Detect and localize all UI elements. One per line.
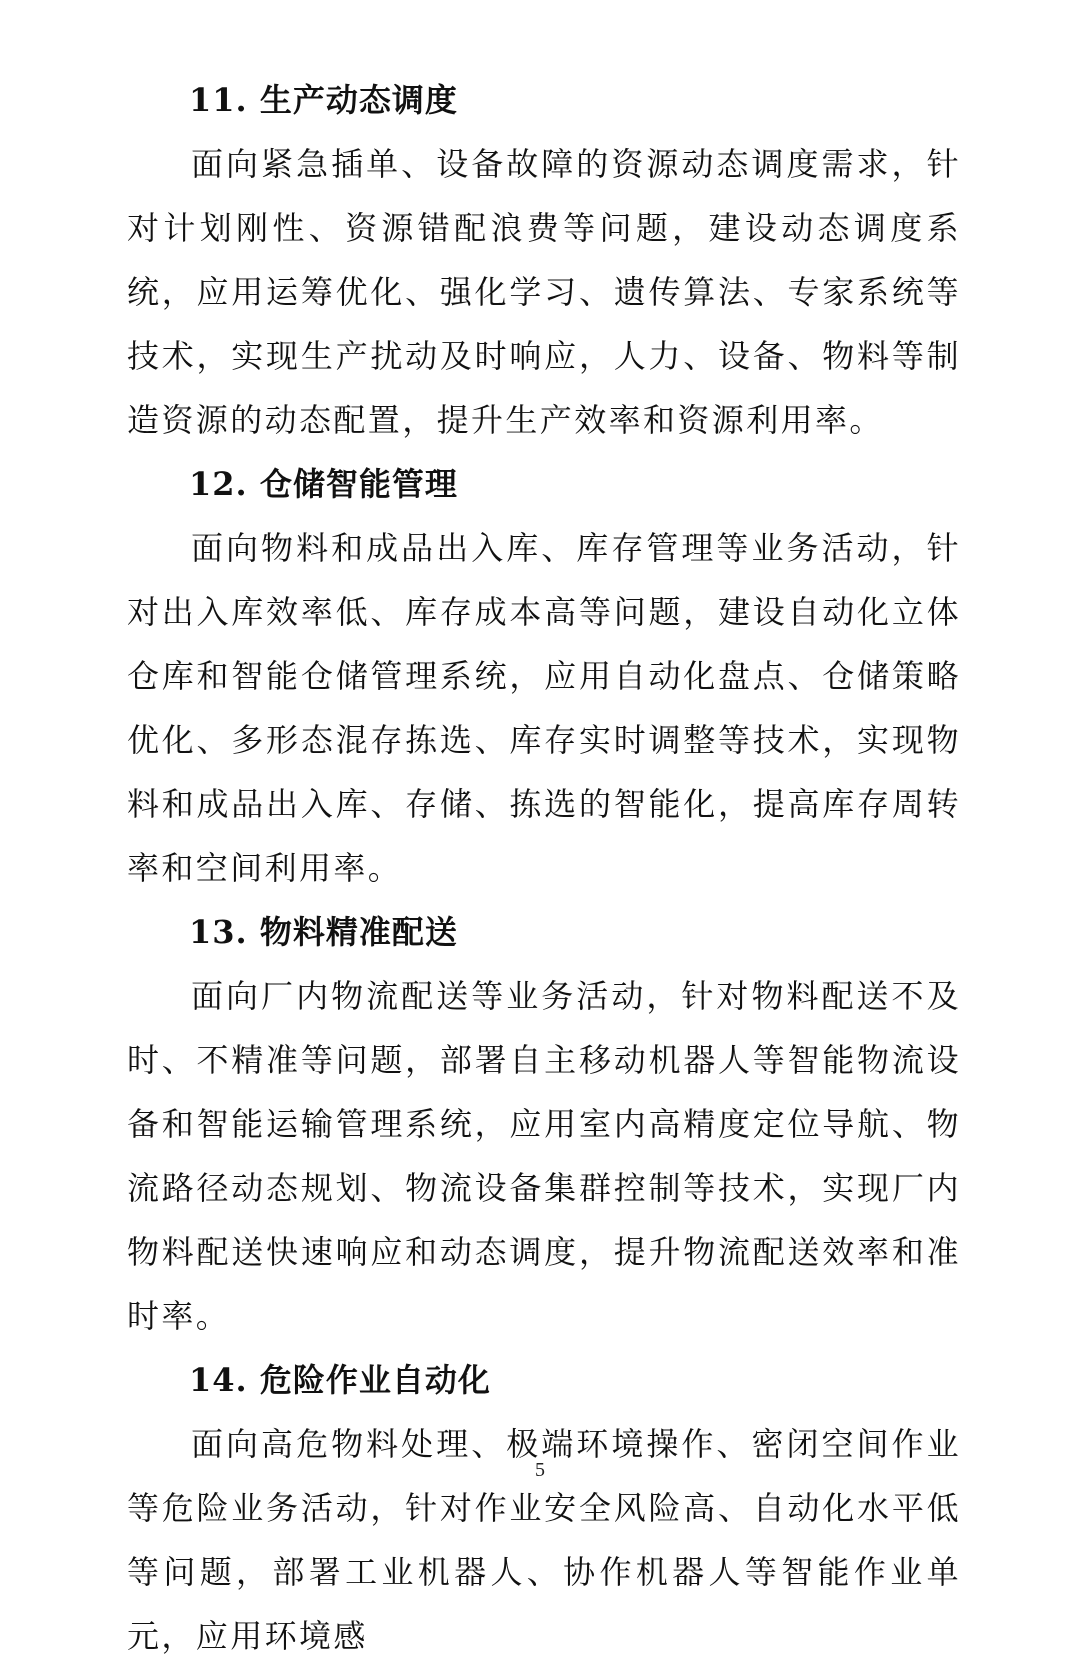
document-body — [127, 68, 961, 1668]
section-heading-12: 12. 仓储智能管理 — [189, 465, 458, 503]
section-paragraph-14: 面向高危物料处理、极端环境操作、密闭空间作业等危险业务活动，针对作业安全风险高、自动化水平低等问题，部署工业机器人、协作机器人等智能作业单元，应用环境感 — [127, 1425, 961, 1655]
page-number: 5 — [535, 1459, 545, 1481]
section-heading-11: 11. 生产动态调度 — [189, 81, 458, 119]
section-paragraph-13: 面向厂内物流配送等业务活动，针对物料配送不及时、不精准等问题，部署自主移动机器人等智能物流设备和智能运输管理系统，应用室内高精度定位导航、物流路径动态规划、物流设备集群控制等技术，实现厂内物料配送快速响应和动态调度，提升物流配送效率和准时率。 — [127, 977, 961, 1335]
section-heading-13: 13. 物料精准配送 — [189, 913, 458, 951]
section-paragraph-12: 面向物料和成品出入库、库存管理等业务活动，针对出入库效率低、库存成本高等问题，建设自动化立体仓库和智能仓储管理系统，应用自动化盘点、仓储策略优化、多形态混存拣选、库存实时调整等技术，实现物料和成品出入库、存储、拣选的智能化，提高库存周转率和空间利用率。 — [127, 529, 961, 887]
section-paragraph-11: 面向紧急插单、设备故障的资源动态调度需求，针对计划刚性、资源错配浪费等问题，建设动态调度系统，应用运筹优化、强化学习、遗传算法、专家系统等技术，实现生产扰动及时响应，人力、设备、物料等制造资源的动态配置，提升生产效率和资源利用率。 — [127, 145, 961, 439]
section-heading-14: 14. 危险作业自动化 — [189, 1361, 491, 1399]
